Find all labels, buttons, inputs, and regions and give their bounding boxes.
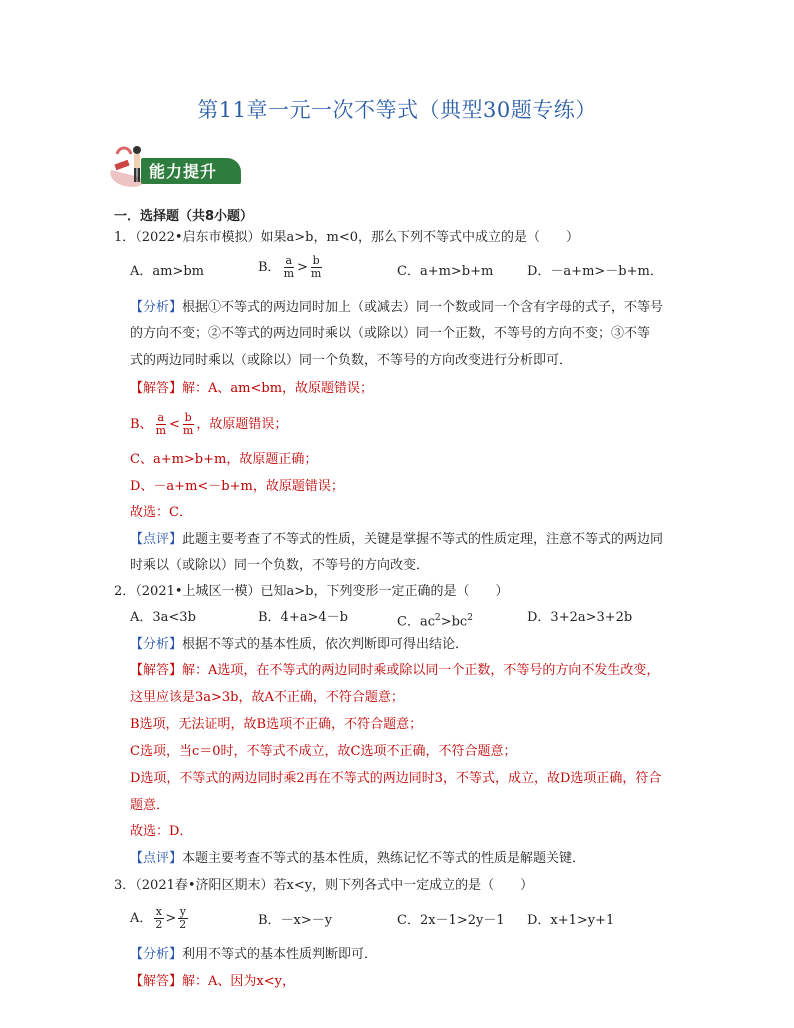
q3-option-c: C．2x－1>2y－1 <box>397 913 505 928</box>
q1-comment-2: 时乘以（或除以）同一个负数，不等号的方向改变． <box>130 558 430 573</box>
q3-option-d: D．x+1>y+1 <box>527 913 615 928</box>
q2-answer-1: 【解答】解：A选项，在不等式的两边同时乘或除以同一个正数，不等号的方向不发生改变， <box>130 663 660 678</box>
ability-badge <box>103 140 253 192</box>
q1-option-c: C．a+m>b+m <box>397 264 494 279</box>
q3-option-a: A． $\frac{x}{2}$ > $\frac{y}{2}$ <box>130 905 187 931</box>
badge-label: 能力提升 <box>149 162 218 181</box>
q2-answer-5: D选项，不等式的两边同时乘2再在不等式的两边同时3，不等式，成立，故D选项正确，符合 <box>130 771 662 786</box>
q1-choice: 故选：C． <box>130 505 192 520</box>
q1-analysis-2: 的方向不变；②不等式的两边同时乘以（或除以）同一个正数，不等号的方向不变；③不等 <box>130 326 651 341</box>
q1-answer-3: C、a+m>b+m，故原题正确； <box>130 452 318 467</box>
q2-choice: 故选：D． <box>130 824 193 839</box>
q1-analysis-1: 【分析】根据①不等式的两边同时加上（或减去）同一个数或同一个含有字母的式子，不等号 <box>130 300 664 315</box>
q1-option-b: B． $\frac{a}{m}$ > $\frac{b}{m}$ <box>258 254 322 280</box>
q1-analysis-3: 式的两边同时乘以（或除以）同一个负数，不等号的方向改变进行分析即可． <box>130 353 573 368</box>
q1-answer-2: B、 $\frac{a}{m}$ < $\frac{b}{m}$ ，故原题错误； <box>130 411 288 437</box>
q3-analysis-1: 【分析】利用不等式的基本性质判断即可． <box>130 947 378 962</box>
q2-option-c: C．$ac^2>bc^2$ <box>397 613 473 630</box>
page-title: 第11章一元一次不等式（典型30题专练） <box>197 98 597 122</box>
q2-option-a: A．3a<3b <box>130 610 196 625</box>
q1-stem: 1．（2022•启东市模拟）如果a>b，m<0，那么下列不等式中成立的是（ ） <box>114 230 579 245</box>
q3-option-b: B．－x>－y <box>258 913 333 928</box>
q2-comment-1: 【点评】本题主要考查不等式的基本性质，熟练记忆不等式的性质是解题关键． <box>130 851 586 866</box>
q1-answer-4: D、－a+m<－b+m，故原题错误； <box>130 479 344 494</box>
q2-stem: 2．（2021•上城区一模）已知a>b，下列变形一定正确的是（ ） <box>114 584 509 599</box>
q2-answer-6: 题意． <box>130 798 170 813</box>
q1-comment-1: 【点评】此题主要考查了不等式的性质，关键是掌握不等式的性质定理，注意不等式的两边同 <box>130 532 664 547</box>
q1-option-a: A．am>bm <box>130 264 205 279</box>
q1-answer-1: 【解答】解：A、am<bm，故原题错误； <box>130 381 374 396</box>
q2-answer-4: C选项，当c＝0时，不等式不成立，故C选项不正确，不符合题意； <box>130 744 517 759</box>
q3-answer-1: 【解答】解：A、因为x<y， <box>130 974 295 989</box>
q3-stem: 3．（2021春•济阳区期末）若x<y，则下列各式中一定成立的是（ ） <box>114 878 534 893</box>
q2-option-d: D．3+2a>3+2b <box>527 610 633 625</box>
q2-answer-3: B选项，无法证明，故B选项不正确，不符合题意； <box>130 717 423 732</box>
q1-option-d: D．－a+m>－b+m． <box>527 264 663 279</box>
q2-option-b: B．4+a>4－b <box>258 610 348 625</box>
q2-answer-2: 这里应该是3a>3b，故A不正确，不符合题意； <box>130 690 404 705</box>
section-heading: 一．选择题（共8小题） <box>114 209 254 224</box>
q2-analysis-1: 【分析】根据不等式的基本性质，依次判断即可得出结论． <box>130 637 469 652</box>
